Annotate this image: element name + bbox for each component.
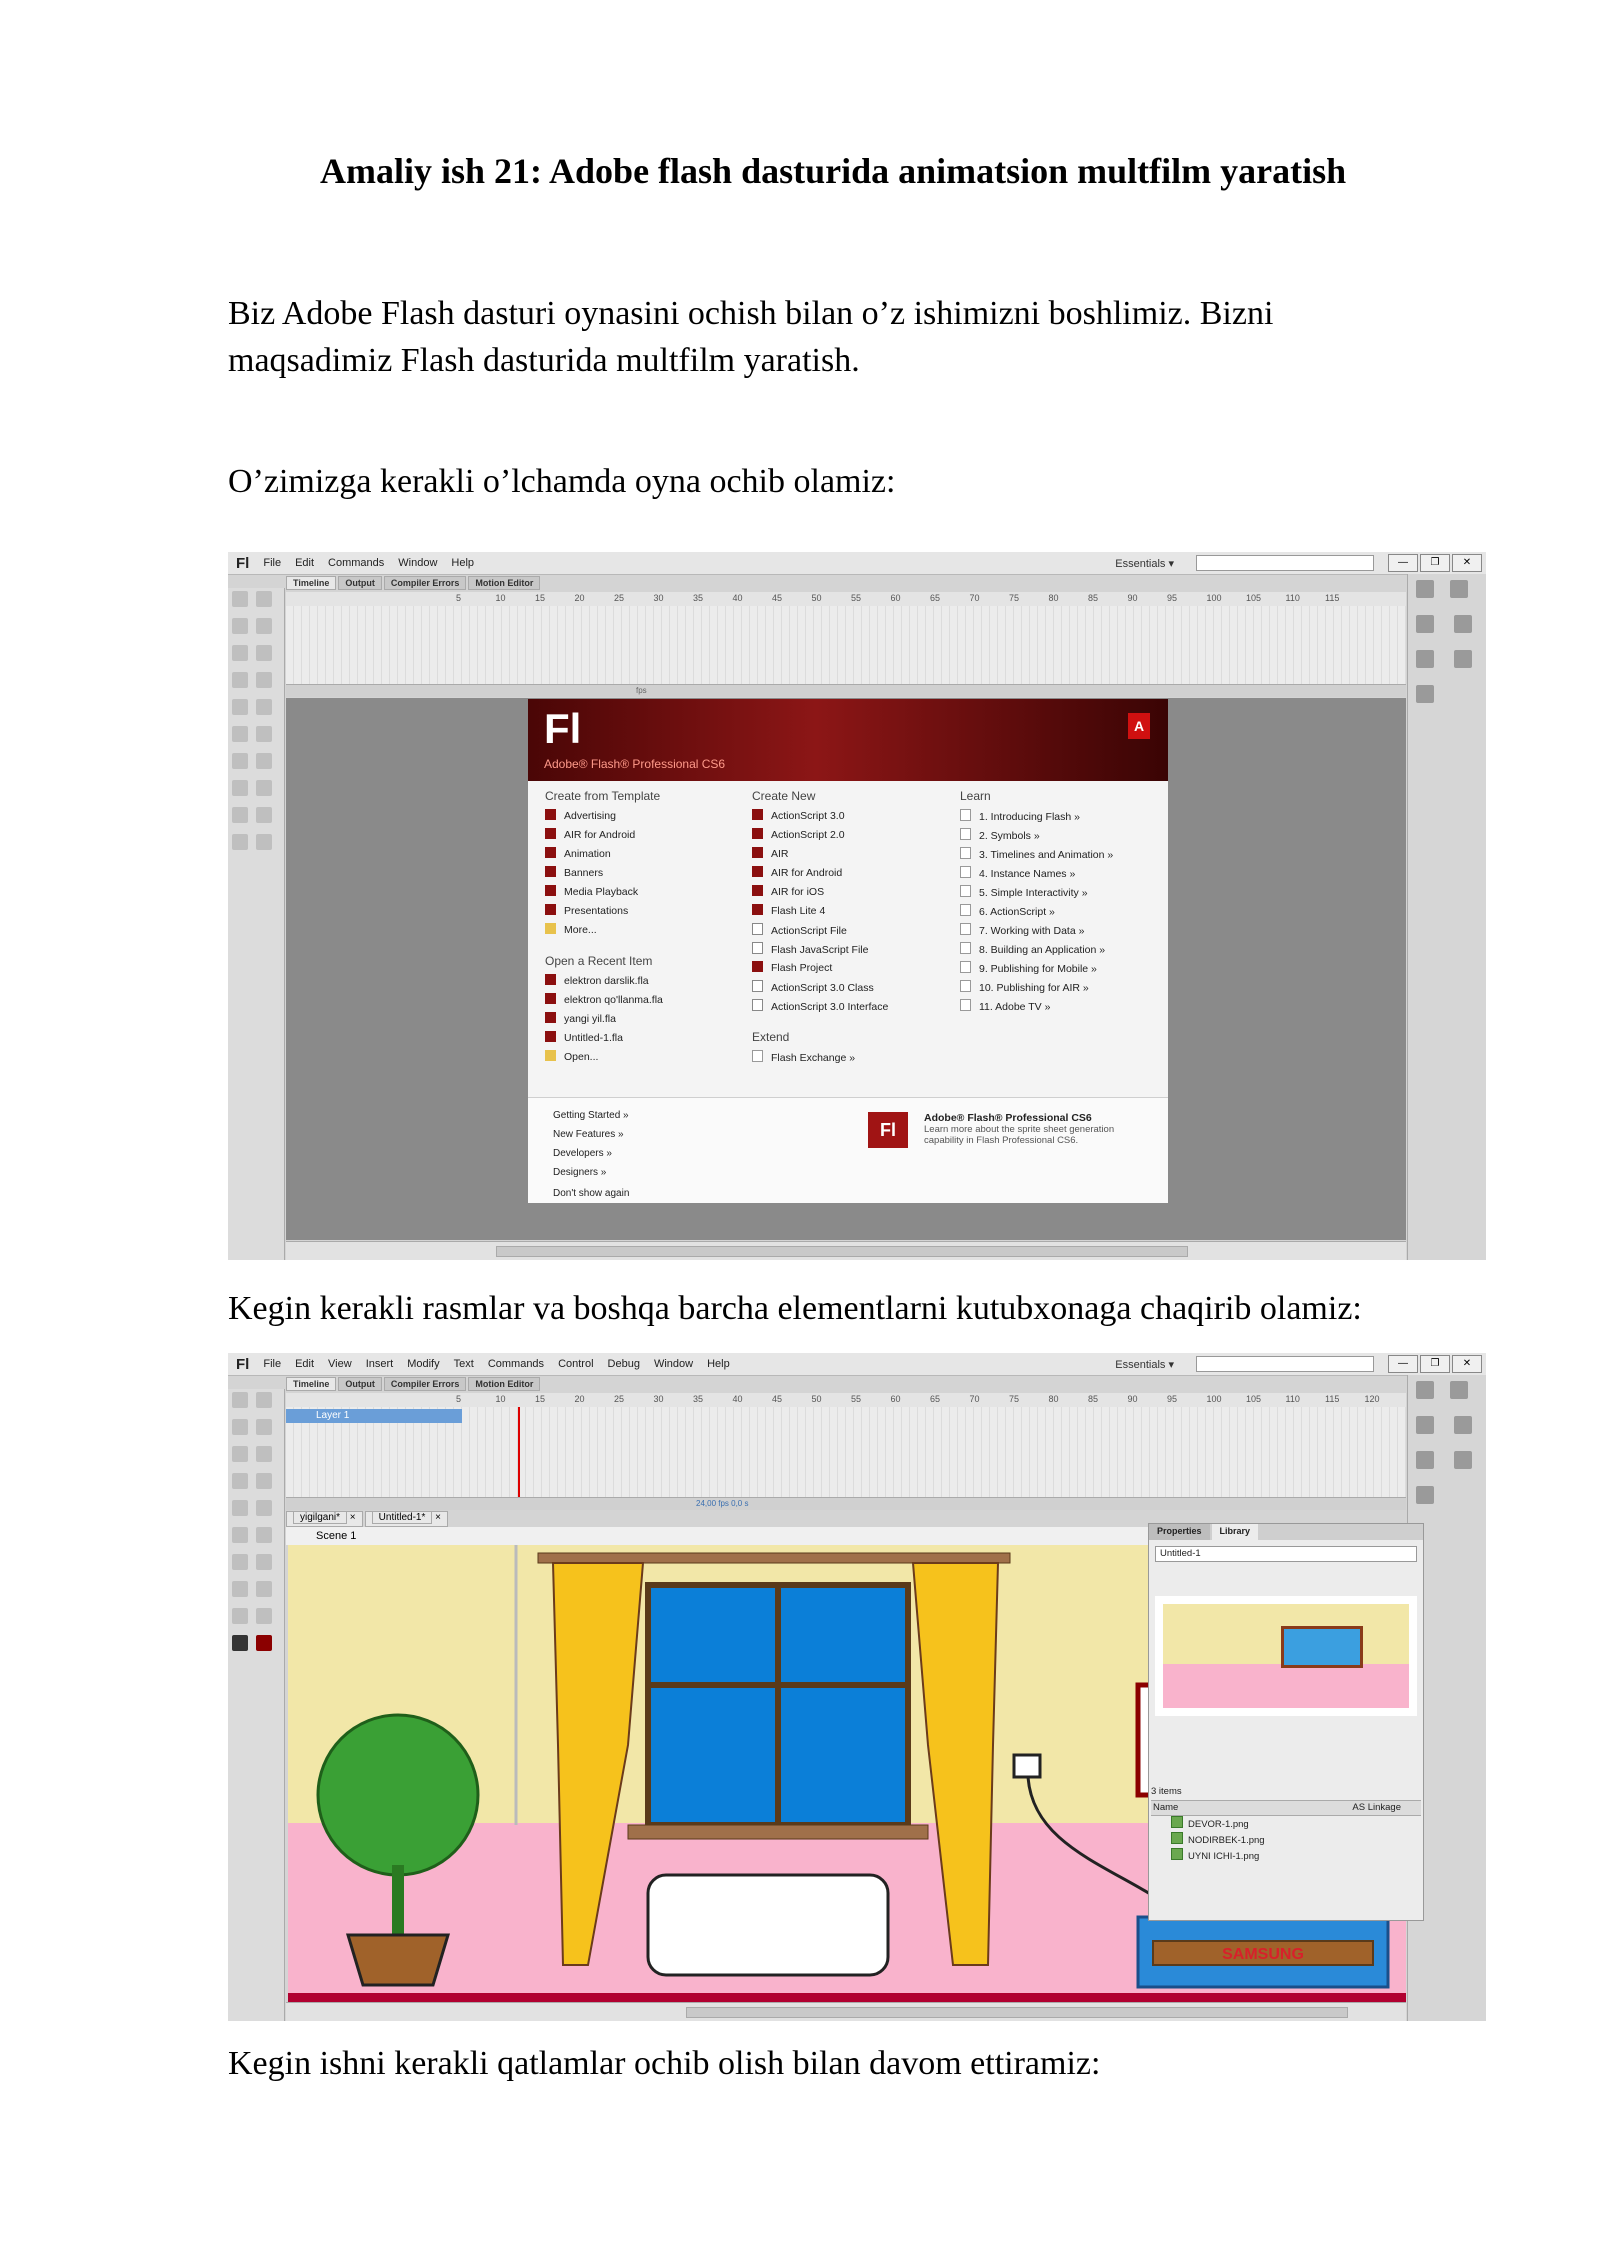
- horizontal-scrollbar[interactable]: [286, 1241, 1406, 1260]
- ruler-tick-label: 90: [1127, 1394, 1138, 1404]
- flower-pot: [348, 1935, 448, 1985]
- ruler-tick-label: 35: [693, 593, 704, 603]
- fla-icon: [545, 1012, 556, 1023]
- fla-icon: [752, 904, 763, 915]
- menu-file[interactable]: File: [263, 1358, 282, 1370]
- ruler-tick-label: 40: [732, 593, 743, 603]
- library-item[interactable]: UYNI ICHI-1.png: [1171, 1848, 1259, 1864]
- tab-timeline[interactable]: Timeline: [286, 1377, 336, 1391]
- zoom-tool-icon[interactable]: [256, 1608, 272, 1624]
- welcome-logo: Fl: [544, 705, 582, 752]
- fla-icon: [545, 974, 556, 985]
- curtain-rod: [538, 1553, 1010, 1563]
- timeline-frames[interactable]: [286, 1407, 1406, 1497]
- template-item[interactable]: AIR for Android: [545, 828, 663, 847]
- menu-file[interactable]: File: [263, 557, 282, 569]
- learn-link[interactable]: 6. ActionScript »: [960, 904, 1113, 923]
- lasso-icon[interactable]: [232, 645, 248, 661]
- fla-icon: [545, 885, 556, 896]
- menu-text[interactable]: Text: [453, 1358, 474, 1370]
- subselection-tool-icon[interactable]: [256, 1392, 272, 1408]
- right-curtain: [913, 1563, 998, 1965]
- document-title: Amaliy ish 21: Adobe flash dasturida animatsion multfilm yaratish: [320, 151, 1347, 191]
- search-input[interactable]: [1196, 555, 1374, 571]
- info-panel-icon[interactable]: [1454, 615, 1472, 633]
- flash-exchange-link[interactable]: Flash Exchange »: [752, 1050, 888, 1069]
- restore-icon[interactable]: ❐: [1420, 1355, 1450, 1373]
- exchange-icon: [752, 1050, 763, 1062]
- column-linkage[interactable]: AS Linkage: [1352, 1802, 1401, 1813]
- timeline-frames[interactable]: [286, 606, 1406, 684]
- template-item[interactable]: Media Playback: [545, 885, 663, 904]
- bitmap-icon: [1171, 1816, 1183, 1828]
- stroke-color-icon[interactable]: [232, 834, 248, 850]
- flash-logo: Fl: [236, 1355, 250, 1373]
- page-icon: [960, 885, 971, 897]
- text-tool-icon[interactable]: [232, 672, 248, 688]
- create-new-item[interactable]: Flash Lite 4: [752, 904, 888, 923]
- transform-panel-icon[interactable]: [1416, 650, 1434, 668]
- tv-brand: SAMSUNG: [1222, 1946, 1304, 1963]
- timeline-ruler: [286, 1393, 1406, 1408]
- folder-icon: [545, 923, 556, 934]
- create-new-item[interactable]: Flash JavaScript File: [752, 942, 888, 961]
- ruler-tick-label: 100: [1206, 593, 1222, 603]
- align-panel-icon[interactable]: [1416, 615, 1434, 633]
- tab-motion-editor[interactable]: Motion Editor: [468, 1377, 540, 1391]
- hand-tool-icon[interactable]: [232, 807, 248, 823]
- ruler-tick-label: 25: [614, 593, 625, 603]
- ruler-tick-label: 30: [653, 1394, 664, 1404]
- ruler-tick-label: 95: [1167, 593, 1178, 603]
- fla-icon: [545, 847, 556, 858]
- fla-icon: [545, 1031, 556, 1042]
- layer-row[interactable]: Layer 1: [286, 1409, 462, 1423]
- eyedropper-icon[interactable]: [232, 1581, 248, 1597]
- recent-item[interactable]: elektron darslik.fla: [545, 974, 663, 993]
- extend-heading: Extend: [752, 1030, 790, 1044]
- page-icon: [960, 828, 971, 840]
- selection-tool-icon[interactable]: [232, 591, 248, 607]
- playhead[interactable]: [518, 1407, 520, 1497]
- rectangle-tool-icon[interactable]: [232, 699, 248, 715]
- text-tool-icon[interactable]: [232, 1473, 248, 1489]
- ruler-tick-label: 50: [811, 1394, 822, 1404]
- developers-link[interactable]: Developers »: [553, 1148, 612, 1159]
- fla-icon: [752, 866, 763, 877]
- menu-window[interactable]: Window: [398, 557, 438, 569]
- selection-tool-icon[interactable]: [232, 1392, 248, 1408]
- create-new-item[interactable]: AIR: [752, 847, 888, 866]
- bitmap-icon: [1171, 1832, 1183, 1844]
- ruler-tick-label: 60: [890, 1394, 901, 1404]
- recent-item[interactable]: Untitled-1.fla: [545, 1031, 663, 1050]
- page-icon: [960, 847, 971, 859]
- intro-paragraph: Biz Adobe Flash dasturi oynasini ochish bilan o’z ishimizni boshlimiz. Bizni maqsadimiz Flash dasturida multfilm yaratish.: [228, 295, 1274, 379]
- recent-item[interactable]: Open...: [545, 1050, 663, 1069]
- learn-link[interactable]: 3. Timelines and Animation »: [960, 847, 1113, 866]
- ruler-tick-label: 85: [1088, 593, 1099, 603]
- learn-link[interactable]: 7. Working with Data »: [960, 923, 1113, 942]
- minimize-icon[interactable]: —: [1388, 554, 1418, 572]
- recent-item[interactable]: elektron qo'llanma.fla: [545, 993, 663, 1012]
- promo-text: Learn more about the sprite sheet generation capability in Flash Professional CS6.: [924, 1124, 1115, 1146]
- swatches-icon[interactable]: [1450, 1381, 1468, 1399]
- menu-debug[interactable]: Debug: [607, 1358, 640, 1370]
- library-document-select[interactable]: Untitled-1: [1155, 1546, 1417, 1562]
- ruler-tick-label: 55: [851, 593, 862, 603]
- fla-icon: [752, 961, 763, 972]
- fla-icon: [545, 904, 556, 915]
- workspace-switcher[interactable]: Essentials ▾: [1115, 558, 1174, 570]
- library-item[interactable]: DEVOR-1.png: [1171, 1816, 1249, 1832]
- subselection-tool-icon[interactable]: [256, 591, 272, 607]
- tab-output[interactable]: Output: [338, 576, 382, 590]
- page-icon: [960, 961, 971, 973]
- flash-logo: Fl: [236, 554, 250, 572]
- ruler-tick-label: 55: [851, 1394, 862, 1404]
- window-controls: [1388, 1355, 1482, 1373]
- create-new-item[interactable]: ActionScript 2.0: [752, 828, 888, 847]
- preview-picture: [1281, 1626, 1363, 1668]
- rectangle-tool-icon[interactable]: [232, 1500, 248, 1516]
- stroke-color-icon[interactable]: [232, 1635, 248, 1651]
- menu-help[interactable]: Help: [707, 1358, 730, 1370]
- ruler-tick-label: 15: [535, 1394, 546, 1404]
- menu-control[interactable]: Control: [558, 1358, 594, 1370]
- page-icon: [960, 809, 971, 821]
- menu-bar: [228, 1353, 1486, 1376]
- page-icon: [960, 942, 971, 954]
- ruler-tick-label: 40: [732, 1394, 743, 1404]
- document-icon: [752, 980, 763, 992]
- ruler-tick-label: 30: [653, 593, 664, 603]
- learn-link[interactable]: 9. Publishing for Mobile »: [960, 961, 1113, 980]
- flash-library-screenshot: [228, 1353, 1486, 2021]
- fla-icon: [752, 847, 763, 858]
- eraser-icon[interactable]: [256, 1581, 272, 1597]
- bone-tool-icon[interactable]: [232, 1554, 248, 1570]
- menu-bar: [228, 552, 1486, 575]
- line-tool-icon[interactable]: [256, 1473, 272, 1489]
- recent-heading: Open a Recent Item: [545, 954, 653, 968]
- pencil-tool-icon[interactable]: [256, 699, 272, 715]
- document-icon: [752, 942, 763, 954]
- step-1-text: O’zimizga kerakli o’lchamda oyna ochib olamiz:: [228, 463, 896, 500]
- zoom-tool-icon[interactable]: [256, 807, 272, 823]
- menu-commands[interactable]: Commands: [487, 1358, 545, 1370]
- menu-help[interactable]: Help: [451, 557, 475, 569]
- create-new-item[interactable]: AIR for Android: [752, 866, 888, 885]
- template-item[interactable]: Presentations: [545, 904, 663, 923]
- tab-compiler-errors[interactable]: Compiler Errors: [384, 1377, 467, 1391]
- menu-window[interactable]: Window: [653, 1358, 694, 1370]
- product-name: Adobe® Flash® Professional CS6: [544, 757, 726, 771]
- pen-tool-icon[interactable]: [256, 645, 272, 661]
- bitmap-icon: [1171, 1848, 1183, 1860]
- restore-icon[interactable]: ❐: [1420, 554, 1450, 572]
- scene-label[interactable]: Scene 1: [316, 1530, 357, 1542]
- welcome-header: [528, 699, 1168, 781]
- promo-title: Adobe® Flash® Professional CS6: [924, 1112, 1092, 1124]
- ruler-tick-label: 105: [1246, 593, 1262, 603]
- create-new-item[interactable]: AIR for iOS: [752, 885, 888, 904]
- window-controls: [1388, 554, 1482, 572]
- swatches-icon[interactable]: [1450, 580, 1468, 598]
- library-item[interactable]: NODIRBEK-1.png: [1171, 1832, 1265, 1848]
- ruler-tick-label: 100: [1206, 1394, 1222, 1404]
- deco-tool-icon[interactable]: [256, 726, 272, 742]
- hand-tool-icon[interactable]: [232, 1608, 248, 1624]
- document-tabs: [286, 1511, 448, 1527]
- ruler-tick-label: 60: [890, 593, 901, 603]
- ruler-tick-label: 115: [1325, 593, 1340, 603]
- page-icon: [960, 980, 971, 992]
- step-3-text: Kegin ishni kerakli qatlamlar ochib olish bilan davom ettiramiz:: [228, 2045, 1101, 2082]
- deco-tool-icon[interactable]: [256, 1527, 272, 1543]
- wall-socket: [1014, 1755, 1040, 1777]
- ruler-tick-label: 105: [1246, 1394, 1262, 1404]
- template-item[interactable]: Advertising: [545, 809, 663, 828]
- template-item[interactable]: Animation: [545, 847, 663, 866]
- create-new-item[interactable]: ActionScript 3.0 Interface: [752, 999, 888, 1018]
- dont-show-again-checkbox[interactable]: Don't show again: [553, 1188, 630, 1199]
- components-icon[interactable]: [1454, 650, 1472, 668]
- ruler-tick-label: 5: [456, 1394, 462, 1404]
- 3d-rotation-icon[interactable]: [256, 618, 272, 634]
- window-sill: [628, 1825, 928, 1839]
- page-icon: [960, 866, 971, 878]
- close-icon[interactable]: ✕: [1452, 554, 1482, 572]
- fill-color-icon[interactable]: [256, 834, 272, 850]
- document-icon: [752, 999, 763, 1011]
- fla-icon: [545, 866, 556, 877]
- tree-trunk: [392, 1865, 404, 1935]
- free-transform-icon[interactable]: [232, 618, 248, 634]
- template-column: [545, 789, 663, 1069]
- ruler-tick-label: 15: [535, 593, 546, 603]
- ruler-tick-label: 80: [1048, 593, 1059, 603]
- right-panels-dock: [1407, 574, 1486, 1260]
- panel-tabs: [286, 576, 540, 590]
- left-curtain: [553, 1563, 643, 1965]
- ruler-tick-label: 85: [1088, 1394, 1099, 1404]
- menu-commands[interactable]: Commands: [328, 557, 385, 569]
- ruler-tick-label: 5: [456, 593, 462, 603]
- learn-link[interactable]: 8. Building an Application »: [960, 942, 1113, 961]
- recent-item[interactable]: yangi yil.fla: [545, 1012, 663, 1031]
- brush-tool-icon[interactable]: [232, 726, 248, 742]
- menu-edit[interactable]: Edit: [295, 557, 315, 569]
- getting-started-link[interactable]: Getting Started »: [553, 1110, 629, 1121]
- template-heading: Create from Template: [545, 789, 661, 803]
- tree-crown: [318, 1715, 478, 1875]
- template-item[interactable]: Banners: [545, 866, 663, 885]
- fla-icon: [545, 809, 556, 820]
- ruler-tick-label: 45: [772, 1394, 783, 1404]
- tab-motion-editor[interactable]: Motion Editor: [468, 576, 540, 590]
- new-features-link[interactable]: New Features »: [553, 1129, 624, 1140]
- ruler-tick-label: 65: [930, 593, 941, 603]
- radiator: [648, 1875, 888, 1975]
- ruler-tick-label: 45: [772, 593, 783, 603]
- tab-properties[interactable]: Properties: [1149, 1524, 1210, 1540]
- line-tool-icon[interactable]: [256, 672, 272, 688]
- template-item[interactable]: More...: [545, 923, 663, 942]
- ruler-tick-label: 95: [1167, 1394, 1178, 1404]
- tab-timeline[interactable]: Timeline: [286, 576, 336, 590]
- library-panel: [1148, 1523, 1424, 1921]
- menu-view[interactable]: View: [328, 1358, 352, 1370]
- create-new-heading: Create New: [752, 789, 816, 803]
- library-item-count: 3 items: [1151, 1786, 1182, 1797]
- ruler-tick-label: 120: [1364, 1394, 1380, 1404]
- ruler-tick-label: 35: [693, 1394, 704, 1404]
- fla-icon: [752, 809, 763, 820]
- doc-tab-active[interactable]: Untitled-1* ×: [365, 1511, 448, 1527]
- free-transform-icon[interactable]: [232, 1419, 248, 1435]
- timeline-controls: 24,00 fps 0,0 s: [286, 1497, 1406, 1510]
- create-new-item[interactable]: ActionScript 3.0 Class: [752, 980, 888, 999]
- ruler-tick-label: 50: [811, 593, 822, 603]
- page-icon: [960, 904, 971, 916]
- create-new-column: [752, 789, 888, 1069]
- document-icon: [752, 923, 763, 935]
- flash-promo-icon: Fl: [868, 1112, 908, 1148]
- ruler-tick-label: 75: [1009, 1394, 1020, 1404]
- color-panel-icon[interactable]: [1416, 580, 1434, 598]
- close-icon[interactable]: ✕: [1452, 1355, 1482, 1373]
- fla-icon: [752, 828, 763, 839]
- library-preview: [1155, 1596, 1417, 1716]
- ruler-tick-label: 90: [1127, 593, 1138, 603]
- learn-link[interactable]: 5. Simple Interactivity »: [960, 885, 1113, 904]
- learn-column: [960, 789, 1113, 1018]
- welcome-footer: [528, 1097, 1168, 1203]
- ruler-tick-label: 10: [495, 593, 506, 603]
- paint-bucket-icon[interactable]: [256, 753, 272, 769]
- motion-presets-icon[interactable]: [1416, 1486, 1434, 1504]
- learn-link[interactable]: 4. Instance Names »: [960, 866, 1113, 885]
- adobe-logo-icon: A: [1128, 713, 1150, 739]
- eyedropper-icon[interactable]: [232, 780, 248, 796]
- ruler-tick-label: 80: [1048, 1394, 1059, 1404]
- column-name[interactable]: Name: [1153, 1802, 1179, 1813]
- step-2-text: Kegin kerakli rasmlar va boshqa barcha elementlarni kutubxonaga chaqirib olamiz:: [228, 1290, 1362, 1327]
- fla-icon: [545, 993, 556, 1004]
- ruler-tick-label: 65: [930, 1394, 941, 1404]
- create-new-item[interactable]: Flash Project: [752, 961, 888, 980]
- fill-color-icon[interactable]: [256, 1635, 272, 1651]
- fla-icon: [752, 885, 763, 896]
- ruler-tick-label: 75: [1009, 593, 1020, 603]
- menu-insert[interactable]: Insert: [365, 1358, 394, 1370]
- library-column-header: [1151, 1800, 1421, 1816]
- learn-link[interactable]: 10. Publishing for AIR »: [960, 980, 1113, 999]
- fla-icon: [545, 828, 556, 839]
- brush-tool-icon[interactable]: [232, 1527, 248, 1543]
- ruler-tick-label: 110: [1285, 1394, 1300, 1404]
- flash-welcome-screenshot: [228, 552, 1486, 1260]
- color-panel-icon[interactable]: [1416, 1381, 1434, 1399]
- create-new-item[interactable]: ActionScript 3.0: [752, 809, 888, 828]
- create-new-item[interactable]: ActionScript File: [752, 923, 888, 942]
- tools-panel: [228, 588, 285, 1260]
- ruler-tick-label: 10: [495, 1394, 506, 1404]
- ruler-tick-label: 20: [574, 1394, 585, 1404]
- pencil-tool-icon[interactable]: [256, 1500, 272, 1516]
- ruler-tick-label: 70: [969, 1394, 980, 1404]
- welcome-screen: [528, 699, 1168, 1202]
- minimize-icon[interactable]: —: [1388, 1355, 1418, 1373]
- eraser-icon[interactable]: [256, 780, 272, 796]
- menu-edit[interactable]: Edit: [295, 1358, 315, 1370]
- ruler-tick-label: 25: [614, 1394, 625, 1404]
- panel-tabs: [286, 1377, 540, 1391]
- timeline-controls: fps: [286, 684, 1406, 697]
- doc-tab[interactable]: yigilgani* ×: [286, 1511, 363, 1527]
- ruler-tick-label: 70: [969, 593, 980, 603]
- designers-link[interactable]: Designers »: [553, 1167, 607, 1178]
- tools-panel: [228, 1389, 285, 2021]
- learn-link[interactable]: 1. Introducing Flash »: [960, 809, 1113, 828]
- ruler-tick-label: 20: [574, 593, 585, 603]
- timeline-ruler: [286, 592, 1406, 607]
- learn-link[interactable]: 11. Adobe TV »: [960, 999, 1113, 1018]
- learn-heading: Learn: [960, 789, 991, 803]
- page-icon: [960, 999, 971, 1011]
- components-icon[interactable]: [1454, 1451, 1472, 1469]
- bone-tool-icon[interactable]: [232, 753, 248, 769]
- 3d-rotation-icon[interactable]: [256, 1419, 272, 1435]
- align-panel-icon[interactable]: [1416, 1416, 1434, 1434]
- tab-output[interactable]: Output: [338, 1377, 382, 1391]
- tab-compiler-errors[interactable]: Compiler Errors: [384, 576, 467, 590]
- search-input[interactable]: [1196, 1356, 1374, 1372]
- lasso-icon[interactable]: [232, 1446, 248, 1462]
- menu-modify[interactable]: Modify: [407, 1358, 440, 1370]
- paint-bucket-icon[interactable]: [256, 1554, 272, 1570]
- workspace-switcher[interactable]: Essentials ▾: [1115, 1359, 1174, 1371]
- ruler-tick-label: 115: [1325, 1394, 1340, 1404]
- transform-panel-icon[interactable]: [1416, 1451, 1434, 1469]
- folder-icon: [545, 1050, 556, 1061]
- pen-tool-icon[interactable]: [256, 1446, 272, 1462]
- horizontal-scrollbar[interactable]: [286, 2002, 1406, 2021]
- learn-link[interactable]: 2. Symbols »: [960, 828, 1113, 847]
- motion-presets-icon[interactable]: [1416, 685, 1434, 703]
- library-tabs: [1149, 1524, 1423, 1540]
- tab-library[interactable]: Library: [1212, 1524, 1259, 1540]
- info-panel-icon[interactable]: [1454, 1416, 1472, 1434]
- ruler-tick-label: 110: [1285, 593, 1300, 603]
- page-icon: [960, 923, 971, 935]
